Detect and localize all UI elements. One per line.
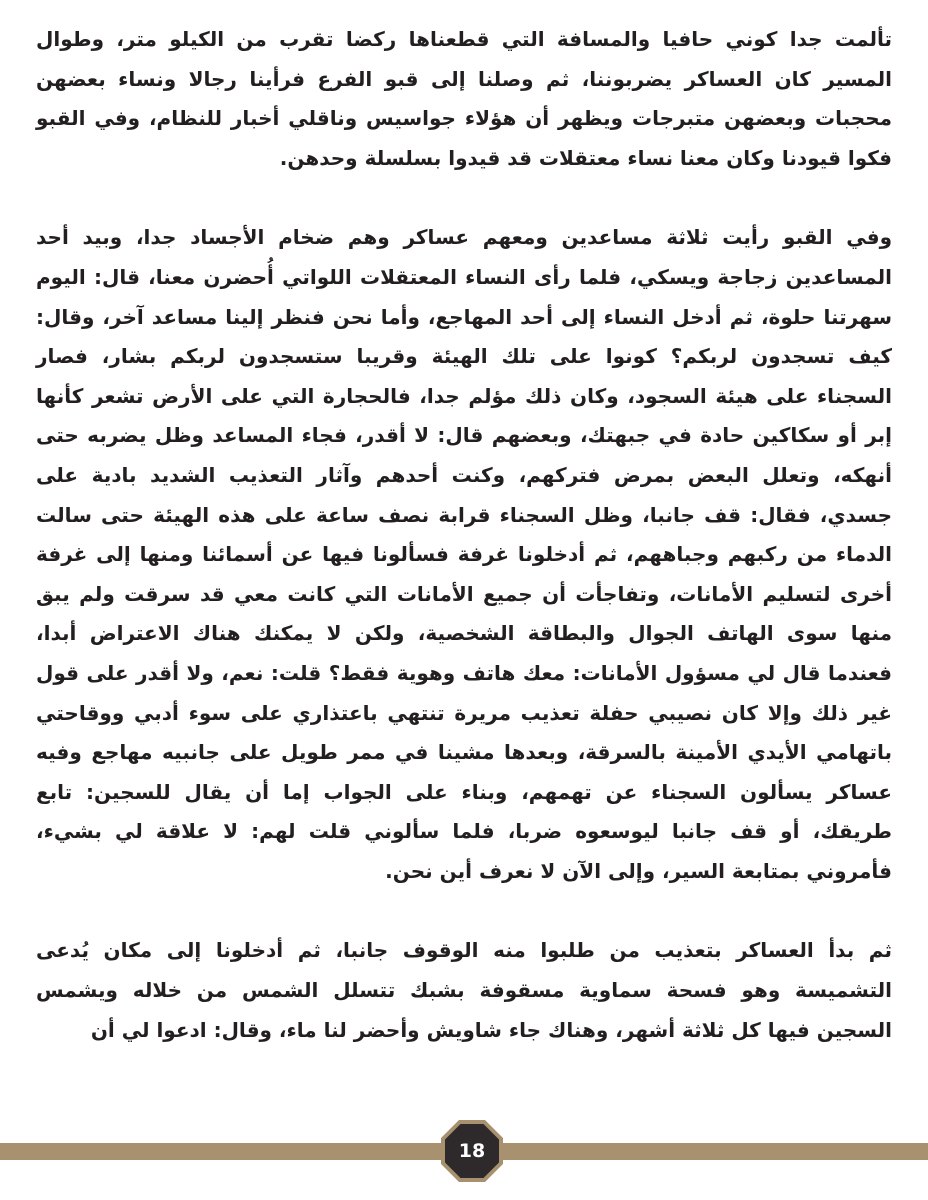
page-number-badge xyxy=(439,1118,505,1184)
paragraph-1: تألمت جدا كوني حافيا والمسافة التي قطعناها ركضا تقرب من الكيلو متر، وطوال المسير كان العساكر يضربوننا، ثم وصلنا إلى قبو الفرع فرأينا رجالا ونساء بعضهن محجبات وبعضهن متبرجات ويظهر أن هؤلاء جواسيس وناقلي أخبار للنظام، وفي القبو فكوا قيودنا وكان معنا نساء معتقلات قد قيدوا بسلسلة وحدهن. xyxy=(36,27,892,170)
paragraph-2: وفي القبو رأيت ثلاثة مساعدين ومعهم عساكر وهم ضخام الأجساد جدا، وبيد أحد المساعدين زجاجة ويسكي، فلما رأى النساء المعتقلات اللواتي أُحضرن معنا، قال: اليوم سهرتنا حلوة، ثم أدخل النساء إلى أحد المهاجع، وأما نحن فنظر إلينا مساعد آخر، وقال: كيف تسجدون لربكم؟ كونوا على تلك الهيئة وقريبا ستسجدون لربكم بشار، فصار السجناء على هيئة السجود، وكان ذلك مؤلم جدا، فالحجارة التي على الأرض تشعر كأنها إبر أو سكاكين حادة في جبهتك، وبعضهم قال: لا أقدر، فجاء المساعد وظل يضربه حتى أنهكه، وتعلل البعض بمرض فتركهم، وكنت أحدهم وآثار التعذيب الشديد بادية على جسدي، فقال: قف جانبا، وظل السجناء قرابة نصف ساعة على هذه الهيئة حتى سالت الدماء من ركبهم وجباههم، ثم أدخلونا غرفة فسألونا فيها عن أسمائنا ومنها إلى غرفة أخرى لتسليم الأمانات، وتفاجأت أن جميع الأمانات التي كانت معي قد سرقت ولم يبق منها سوى الهاتف الجوال والبطاقة الشخصية، ولكن لا يمكنك هناك الاعتراض أبدا، فعندما قال لي مسؤول الأمانات: معك هاتف وهوية فقط؟ قلت: نعم، ولا أقدر على قول غير ذلك وإلا كان نصيبي حفلة تعذيب مريرة تنتهي باعتذاري على سوء أدبي ووقاحتي باتهامي الأيدي الأمينة بالسرقة، وبعدها مشينا في ممر طويل على جانبيه مهاجع وفيه عساكر يسألون السجناء عن تهمهم، وبناء على الجواب إما أن يقال للسجين: تابع طريقك، أو قف جانبا ليوسعوه ضربا، فلما سألوني قلت لهم: لا علاقة لي بشيء، فأمروني بمتابعة السير، وإلى الآن لا نعرف أين نحن. xyxy=(36,225,892,883)
paragraph-3: ثم بدأ العساكر بتعذيب من طلبوا منه الوقوف جانبا، ثم أدخلونا إلى مكان يُدعى التشميسة وهو فسحة سماوية مسقوفة بشبك تتسلل الشمس من خلاله ويشمس السجين فيها كل ثلاثة أشهر، وهناك جاء شاويش وأحضر لنا ماء، وقال: ادعوا لي أن xyxy=(36,938,892,1042)
page-body xyxy=(36,20,892,1050)
page-number: 18 xyxy=(458,1140,486,1162)
